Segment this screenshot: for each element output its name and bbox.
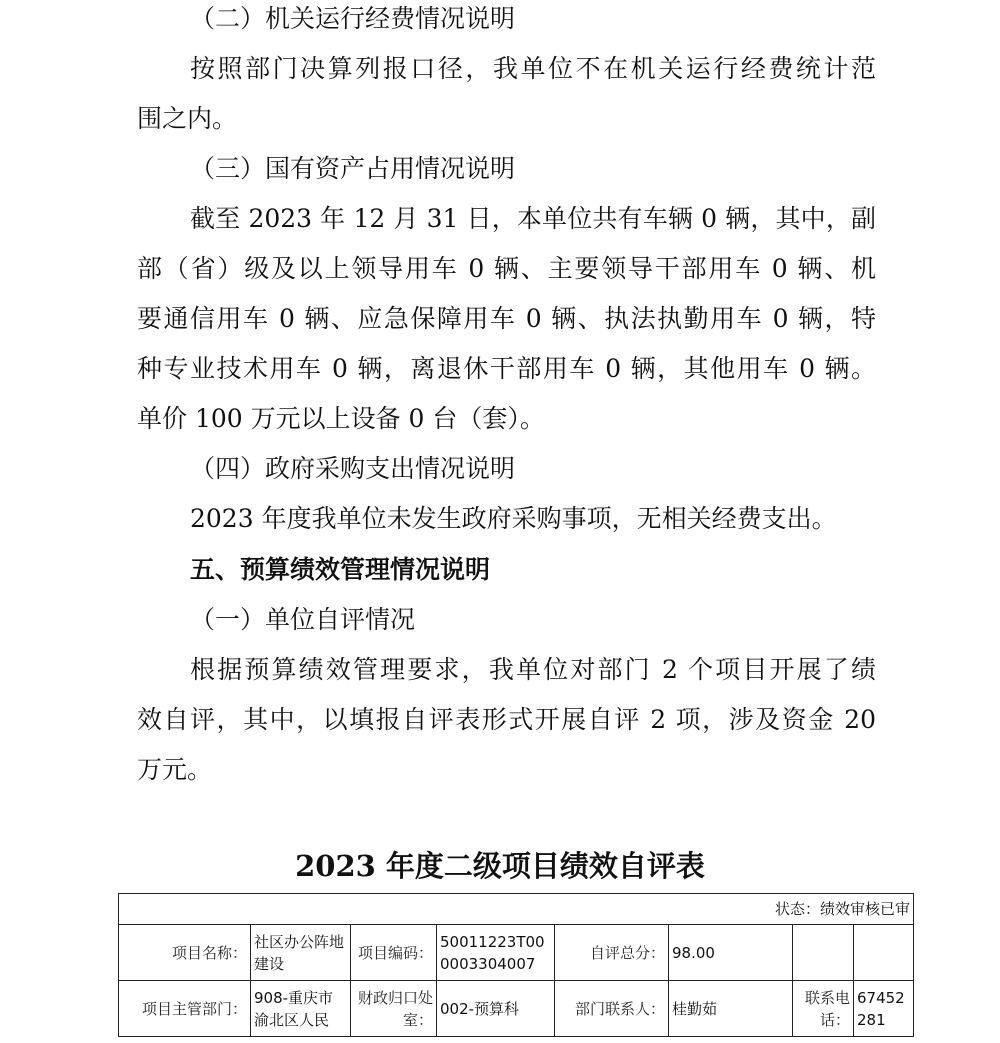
project-code-value: 50011223T000003304007 [437,925,555,981]
paragraph-line: 单价 100 万元以上设备 0 台（套）。 [137,404,545,433]
office-label: 财政归口处室： [351,981,437,1037]
subheading-state-assets: （三）国有资产占用情况说明 [190,154,516,183]
section-heading-performance: 五、预算绩效管理情况说明 [190,555,491,584]
paragraph-line: 要通信用车 0 辆、应急保障用车 0 辆、执法执勤用车 0 辆，特 [137,304,876,333]
dept-value: 908-重庆市渝北区人民 [251,981,351,1037]
empty-cell [793,925,854,981]
score-label: 自评总分： [555,925,669,981]
subheading-procurement: （四）政府采购支出情况说明 [190,454,516,483]
contact-value: 桂勤茹 [669,981,793,1037]
score-value: 98.00 [669,925,793,981]
paragraph-line: 万元。 [137,755,213,784]
project-name-label: 项目名称： [119,925,251,981]
status-badge: 状态：绩效审核已审 [119,894,914,925]
phone-value: 67452281 [854,981,914,1037]
paragraph-line: 根据预算绩效管理要求，我单位对部门 2 个项目开展了绩 [190,655,876,684]
office-value: 002-预算科 [437,981,555,1037]
paragraph-line: 部（省）级及以上领导用车 0 辆、主要领导干部用车 0 辆、机 [137,254,876,283]
subheading-operating-funds: （二）机关运行经费情况说明 [190,4,516,33]
contact-label: 部门联系人： [555,981,669,1037]
phone-label: 联系电话： [793,981,854,1037]
paragraph-line: 围之内。 [137,104,238,133]
paragraph-line: 效自评，其中，以填报自评表形式开展自评 2 项，涉及资金 20 [137,705,876,734]
table-row [119,925,914,981]
subheading-self-evaluation: （一）单位自评情况 [190,605,416,634]
paragraph-line: 2023 年度我单位未发生政府采购事项，无相关经费支出。 [190,504,837,533]
table-row [119,981,914,1037]
paragraph-line: 截至 2023 年 12 月 31 日，本单位共有车辆 0 辆，其中，副 [190,204,876,233]
paragraph-line: 按照部门决算列报口径，我单位不在机关运行经费统计范 [190,54,876,83]
empty-cell [854,925,914,981]
project-name-value: 社区办公阵地建设 [251,925,351,981]
dept-label: 项目主管部门： [119,981,251,1037]
paragraph-line: 种专业技术用车 0 辆，离退休干部用车 0 辆，其他用车 0 辆。 [137,354,876,383]
project-code-label: 项目编码： [351,925,437,981]
table-title: 2023 年度二级项目绩效自评表 [295,849,705,883]
performance-table [118,893,914,1037]
table-row [119,894,914,925]
